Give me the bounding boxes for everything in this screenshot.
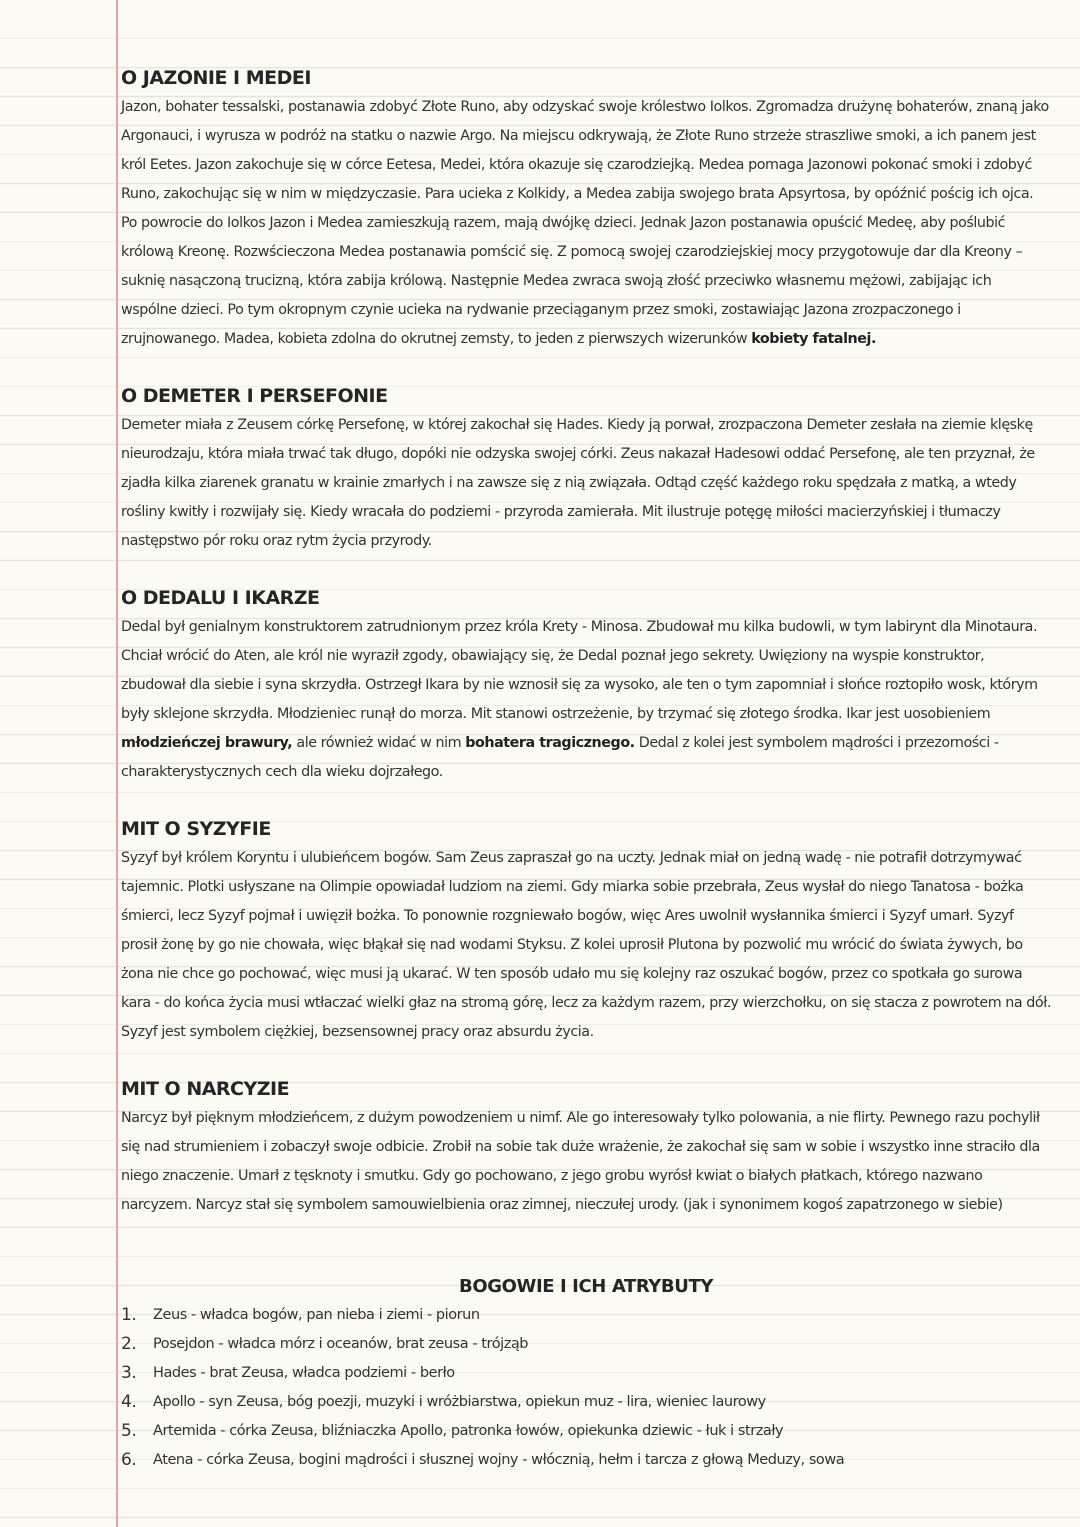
body-text: Dedal z kolei jest symbolem mądrości i przezorności - charakterystycznych cech dla wieku dojrzałego. xyxy=(121,735,999,780)
list-text: Posejdon - władca mórz i oceanów, brat zeusa - trójząb xyxy=(153,1336,529,1352)
bold-phrase: bohatera tragicznego. xyxy=(465,735,635,751)
section-body xyxy=(121,93,1051,354)
list-number: 1. xyxy=(121,1305,137,1325)
list-number: 6. xyxy=(121,1450,137,1470)
list-text: Hades - brat Zeusa, władca podziemi - berło xyxy=(153,1365,455,1381)
list-number: 4. xyxy=(121,1392,137,1412)
section-body: Syzyf był królem Koryntu i ulubieńcem bogów. Sam Zeus zapraszał go na uczty. Jednak miał on jedną wadę - nie potrafił dotrzymywać tajemnic. Plotki usłyszane na Olimpie opowiadał ludziom na ziemi. Gdy miarka sobie przebrała, Zeus wysłał do niego Tanatosa - bożka śmierci, lecz Syzyf pojmał i uwięził bożka. To ponownie rozgniewało bogów, więc Ares uwolnił wysłannika śmierci i Syzyf umarł. Syzyf prosił żonę by go nie chowała, więc błąkał się nad wodami Styksu. Z kolei uprosił Plutona by pozwolić mu wrócić do świata żywych, bo żona nie chce go pochować, więc musi ją ukarać. W ten sposób udało mu się kolejny raz oszukać bogów, przez co spotkała go surowa kara - do końca życia musi wtłaczać wielki głaz na stromą górę, lecz za każdym razem, przy wierzchołku, on się stacza z powrotem na dół. Syzyf jest symbolem ciężkiej, bezsensownej pracy oraz absurdu życia. xyxy=(121,850,1051,1040)
list-text: Zeus - władca bogów, pan nieba i ziemi - piorun xyxy=(153,1307,480,1323)
section-body: Demeter miała z Zeusem córkę Persefonę, w której zakochał się Hades. Kiedy ją porwał, zrozpaczona Demeter zesłała na ziemie klęskę nieurodzaju, która miała trwać tak długo, dopóki nie odzyska swojej córki. Zeus nakazał Hadesowi oddać Persefonę, ale ten przyznał, że zjadła kilka ziarenek granatu w krainie zmarłych i na zawsze się z nią związała. Odtąd część każdego roku spędzała z matką, a wtedy rośliny kwitły i rozwijały się. Kiedy wracała do podziemi - przyroda zamierała. Mit ilustruje potęgę miłości macierzyńskiej i tłumaczy następstwo pór roku oraz rytm życia przyrody. xyxy=(121,417,1035,549)
section-title: O DEDALU I IKARZE xyxy=(121,587,320,609)
list-item xyxy=(121,1388,1051,1417)
list-number: 2. xyxy=(121,1334,137,1354)
list-text: Atena - córka Zeusa, bogini mądrości i słusznej wojny - włócznią, hełm i tarcza z głową Meduzy, sowa xyxy=(153,1452,845,1468)
section-demeter-persefona xyxy=(121,382,1051,556)
section-body xyxy=(121,613,1051,787)
section-title: MIT O NARCYZIE xyxy=(121,1078,290,1100)
bold-phrase: kobiety fatalnej. xyxy=(751,331,876,347)
section-title: O DEMETER I PERSEFONIE xyxy=(121,385,388,407)
section-syzyf xyxy=(121,815,1051,1047)
margin-line xyxy=(116,0,118,1527)
gods-section xyxy=(121,1272,1051,1475)
body-text: Dedal był genialnym konstruktorem zatrudnionym przez króla Krety - Minosa. Zbudował mu kilka budowli, w tym labirynt dla Minotaura. Chciał wrócić do Aten, ale król nie wyraził zgody, obawiający się, że Dedal poznał jego sekrety. Uwięziony na wyspie konstruktor, zbudował dla siebie i syna skrzydła. Ostrzegł Ikara by nie wznosił się za wysoko, ale ten o tym zapomniał i słońce roztopiło wosk, którym były sklejone skrzydła. Młodzieniec runął do morza. Mit stanowi ostrzeżenie, by trzymać się złotego środka. Ikar jest uosobieniem xyxy=(121,619,1038,722)
list-number: 3. xyxy=(121,1363,137,1383)
bold-phrase: młodzieńczej brawury, xyxy=(121,735,293,751)
list-text: Apollo - syn Zeusa, bóg poezji, muzyki i wróżbiarstwa, opiekun muz - lira, wieniec laurowy xyxy=(153,1394,766,1410)
list-item xyxy=(121,1301,1051,1330)
list-number: 5. xyxy=(121,1421,137,1441)
section-dedal-ikar xyxy=(121,584,1051,787)
section-title: O JAZONIE I MEDEI xyxy=(121,67,311,89)
list-text: Artemida - córka Zeusa, bliźniaczka Apollo, patronka łowów, opiekunka dziewic - łuk i strzały xyxy=(153,1423,784,1439)
list-item xyxy=(121,1359,1051,1388)
gods-title: BOGOWIE I ICH ATRYBUTY xyxy=(459,1276,713,1297)
body-text: Jazon, bohater tessalski, postanawia zdobyć Złote Runo, aby odzyskać swoje królestwo Iolkos. Zgromadza drużynę bohaterów, znaną jako Argonauci, i wyrusza w podróż na statku o nazwie Argo. Na miejscu odkrywają, że Złote Runo strzeże straszliwe smoki, a ich panem jest król Eetes. Jazon zakochuje się w córce Eetesa, Medei, która okazuje się czarodziejką. Medea pomaga Jazonowi pokonać smoki i zdobyć Runo, zakochując się w nim w międzyczasie. Para ucieka z Kolkidy, a Medea zabija swojego brata Apsyrtosa, by opóźnić pościg ich ojca. Po powrocie do Iolkos Jazon i Medea zamieszkują razem, mają dwójkę dzieci. Jednak Jazon postanawia opuścić Medeę, aby poślubić królową Kreonę. Rozwścieczona Medea postanawia pomścić się. Z pomocą swojej czarodziejskiej mocy przygotowuje dar dla Kreony – suknię nasączoną trucizną, która zabija królową. Następnie Medea zwraca swoją złość przeciwko własnemu mężowi, zabijając ich wspólne dzieci. Po tym okropnym czynie ucieka na rydwanie przeciąganym przez smoki, zostawiając Jazona zrozpaczonego i zrujnowanego. Madea, kobieta zdolna do okrutnej zemsty, to jeden z pierwszych wizerunków xyxy=(121,99,1049,347)
section-body: Narcyz był pięknym młodzieńcem, z dużym powodzeniem u nimf. Ale go interesowały tylko polowania, a nie flirty. Pewnego razu pochylił się nad strumieniem i zobaczył swoje odbicie. Zrobił na sobie tak duże wrażenie, że zakochał się sam w sobie i wszystko inne straciło dla niego znaczenie. Umarł z tęsknoty i smutku. Gdy go pochowano, z jego grobu wyrósł kwiat o białych płatkach, którego nazwano narcyzem. Narcyz stał się symbolem samouwielbienia oraz zimnej, nieczułej urody. (jak i synonimem kogoś zapatrzonego w siebie) xyxy=(121,1110,1040,1213)
section-title: MIT O SYZYFIE xyxy=(121,818,271,840)
body-text: ale również widać w nim xyxy=(292,735,466,751)
list-item xyxy=(121,1417,1051,1446)
section-narcyz xyxy=(121,1075,1051,1220)
list-item xyxy=(121,1446,1051,1475)
notebook-page xyxy=(121,64,1051,1475)
gods-list xyxy=(121,1301,1051,1475)
section-jazon-medea xyxy=(121,64,1051,354)
list-item xyxy=(121,1330,1051,1359)
